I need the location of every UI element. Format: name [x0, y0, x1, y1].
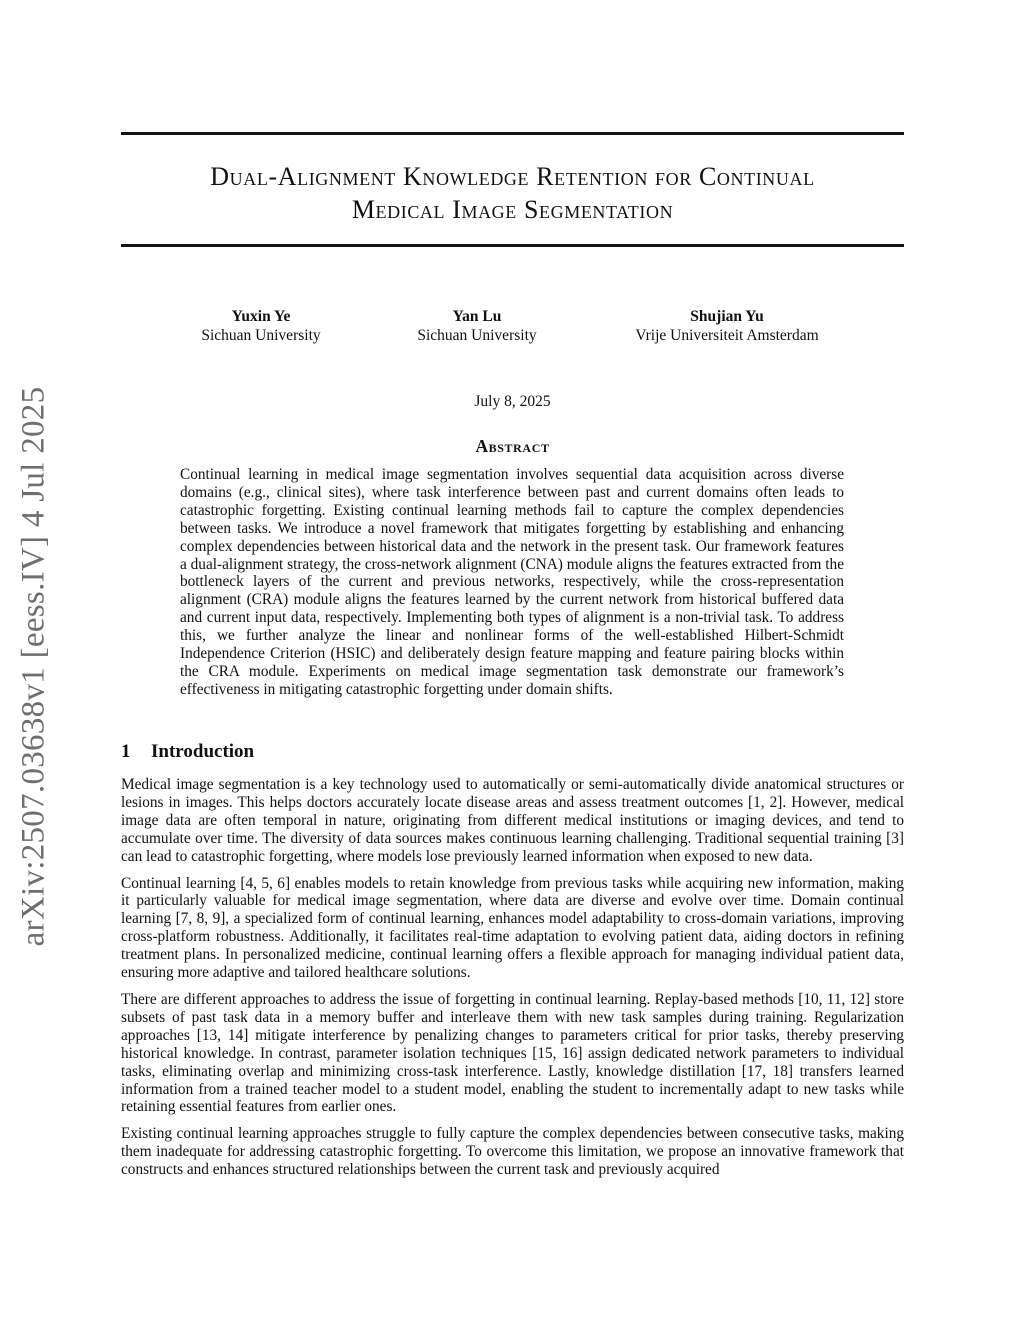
arxiv-identifier-stamp	[4, 376, 64, 956]
paper-title	[121, 160, 904, 226]
author-block	[397, 307, 557, 345]
author-block	[181, 307, 341, 345]
author-name: Yuxin Ye	[231, 308, 291, 325]
introduction-body	[121, 776, 904, 1188]
body-paragraph: There are different approaches to address the issue of forgetting in continual learning. Replay-based methods [10, 11, 12] store subsets of past task data in a memory buffer and interleave them with new task samples during training. Regularization approaches [13, 14] mitigate interference by penalizing changes to parameters critical for prior tasks, thereby preserving historical knowledge. In contrast, parameter isolation techniques [15, 16] assign dedicated network parameters to individual tasks, eliminating overlap and minimizing cross-task interference. Lastly, knowledge distillation [17, 18] transfers learned information from a trained teacher model to a student model, enabling the student to incrementally adapt to new tasks while retaining essential features from earlier ones.	[121, 990, 904, 1116]
title-bottom-rule	[121, 244, 904, 247]
paper-title-line-1: Dual-Alignment Knowledge Retention for Continual	[210, 162, 815, 191]
abstract-heading: Abstract	[475, 436, 550, 456]
abstract-text: Continual learning in medical image segmentation involves sequential data acquisition across diverse domains (e.g., clinical sites), where task interference between past and current domains often leads to catastrophic forgetting. Existing continual learning methods fail to capture the complex dependencies between tasks. We introduce a novel framework that mitigates forgetting by establishing and enhancing complex dependencies between historical data and the network in the present task. Our framework features a dual-alignment strategy, the cross-network alignment (CNA) module aligns the features extracted from the bottleneck layers of the current and previous networks, respectively, while the cross-representation alignment (CRA) module aligns the features learned by the current network from historical buffered data and current input data, respectively. Implementing both types of alignment is a non-trivial task. To address this, we further analyze the linear and nonlinear forms of the well-established Hilbert-Schmidt Independence Criterion (HSIC) and deliberately design feature mapping and feature pairing blocks within the CRA module. Experiments on medical image segmentation task demonstrate our framework’s effectiveness in mitigating catastrophic forgetting under domain shifts.	[180, 466, 844, 698]
author-list	[121, 307, 904, 347]
body-paragraph: Existing continual learning approaches struggle to fully capture the complex dependencies between consecutive tasks, making them inadequate for addressing catastrophic forgetting. To overcome this limitation, we propose an innovative framework that constructs and enhances structured relationships between the current task and previously acquired	[121, 1125, 904, 1179]
section-heading-introduction	[121, 741, 254, 763]
section-number: 1	[121, 741, 131, 762]
author-affiliation: Vrije Universiteit Amsterdam	[635, 327, 819, 344]
body-paragraph: Continual learning [4, 5, 6] enables models to retain knowledge from previous tasks while acquiring new information, making it particularly valuable for medical image segmentation, where data are diverse and evolve over time. Domain continual learning [7, 8, 9], a specialized form of continual learning, enhances model adaptability to cross-domain variations, improving cross-platform robustness. Additionally, it facilitates real-time adaptation to evolving patient data, aiding doctors in refining treatment plans. In personalized medicine, continual learning offers a flexible approach for managing individual patient data, ensuring more adaptive and tailored healthcare solutions.	[121, 874, 904, 982]
author-affiliation: Sichuan University	[417, 327, 537, 344]
publication-date: July 8, 2025	[474, 393, 551, 410]
title-top-rule	[121, 132, 904, 135]
author-name: Yan Lu	[452, 308, 502, 325]
author-block	[607, 307, 847, 345]
paper-title-line-2: Medical Image Segmentation	[351, 195, 674, 224]
body-paragraph: Medical image segmentation is a key technology used to automatically or semi-automatically divide anatomical structures or lesions in images. This helps doctors accurately locate disease areas and assess treatment outcomes [1, 2]. However, medical image data are often temporal in nature, originating from different medical institutions or imaging devices, and tend to accumulate over time. The diversity of data sources makes continuous learning challenging. Traditional sequential training [3] can lead to catastrophic forgetting, where models lose previously learned information when exposed to new data.	[121, 776, 904, 865]
section-title: Introduction	[151, 741, 255, 762]
arxiv-identifier-text: arXiv:2507.03638v1 [eess.IV] 4 Jul 2025	[15, 386, 52, 946]
author-affiliation: Sichuan University	[201, 327, 321, 344]
author-name: Shujian Yu	[690, 308, 764, 325]
